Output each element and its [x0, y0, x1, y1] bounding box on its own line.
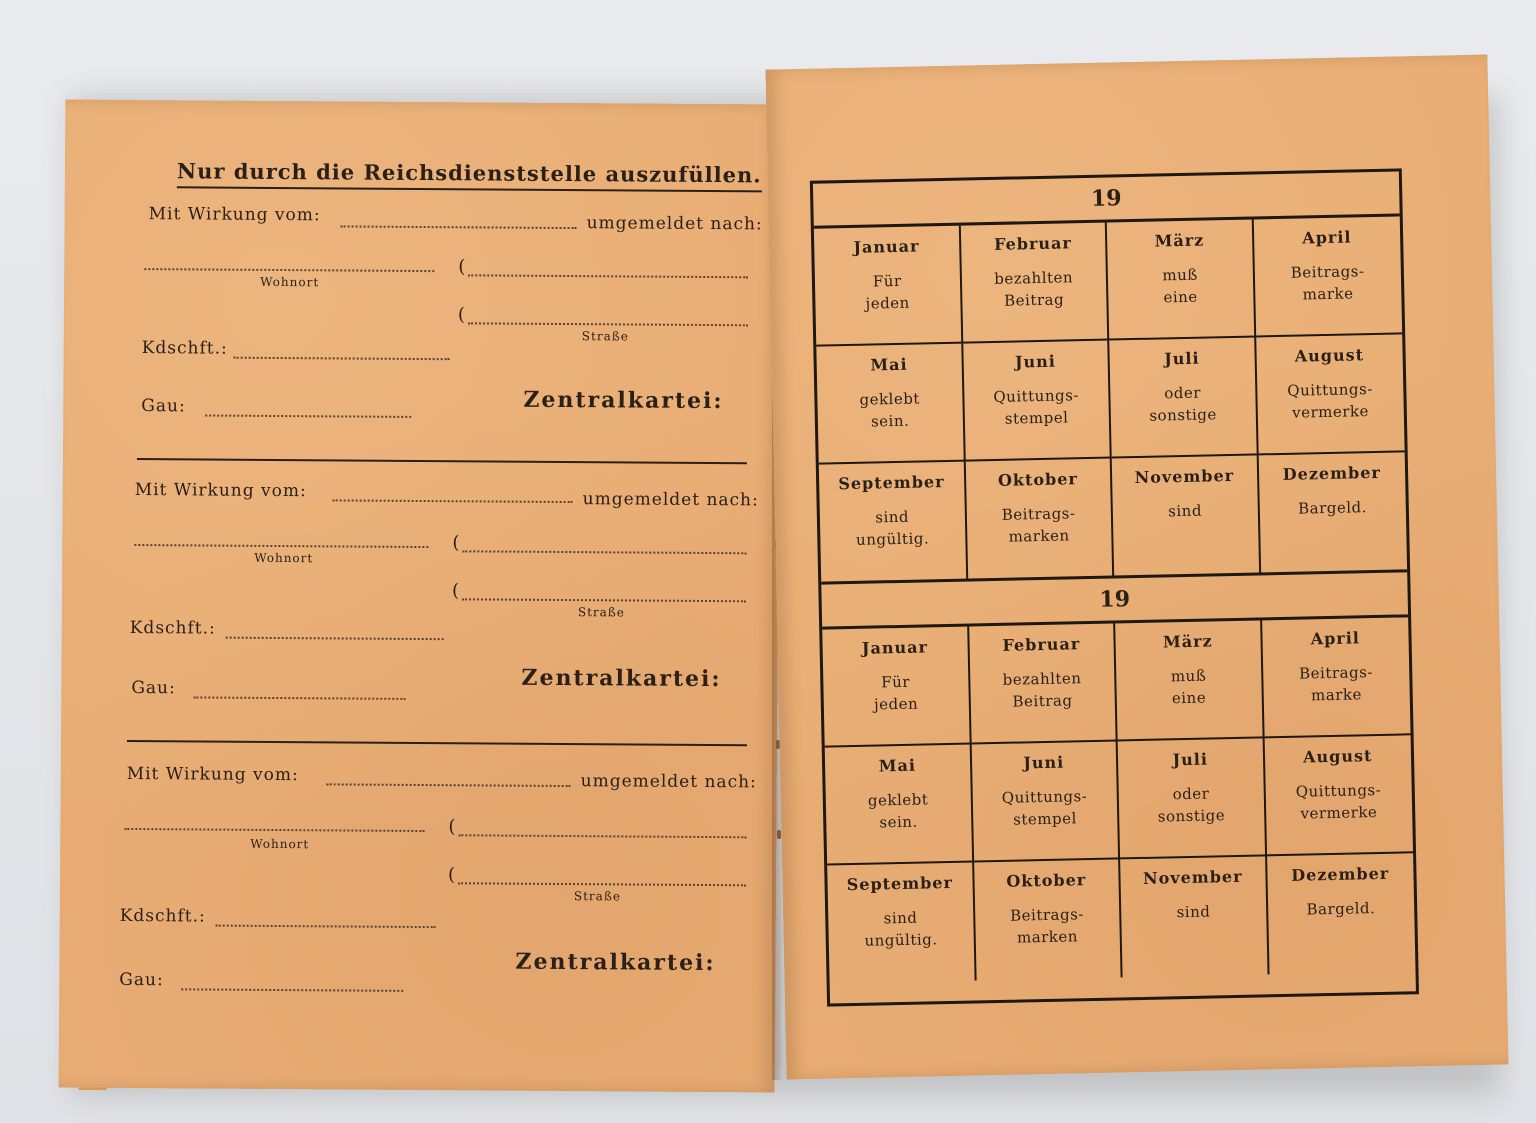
month-cell-november[interactable]: [1112, 455, 1261, 576]
cell-note: sein.: [879, 812, 918, 832]
month-cell-mai[interactable]: [816, 344, 965, 465]
cell-note: Quittungs-: [1295, 780, 1382, 801]
cell-note: vermerke: [1300, 803, 1378, 823]
wohnort-field[interactable]: [134, 544, 428, 548]
month-grid: [814, 216, 1407, 582]
kdschft-field[interactable]: [226, 637, 444, 641]
cell-note: oder: [1164, 383, 1202, 403]
month-name: November: [1134, 465, 1235, 488]
cell-note: sonstige: [1157, 806, 1226, 826]
strasse-label: Straße: [577, 605, 626, 620]
month-cell-januar[interactable]: [822, 627, 971, 748]
month-cell-juni[interactable]: [971, 741, 1120, 862]
month-name: Juni: [1023, 752, 1065, 773]
month-cell-august[interactable]: [1264, 735, 1413, 856]
month-cell-märz[interactable]: [1107, 219, 1256, 340]
month-name: Oktober: [997, 469, 1079, 490]
cell-note: ungültig.: [864, 930, 938, 950]
bracket: (: [451, 580, 460, 602]
cell-note: marken: [1008, 526, 1070, 546]
year-block-1: [813, 171, 1407, 582]
month-cell-april[interactable]: [1262, 617, 1411, 738]
year-block-2: [821, 569, 1415, 983]
umgemeldet-label: umgemeldet nach:: [586, 213, 763, 235]
cell-note: Bargeld.: [1306, 899, 1376, 919]
kdschft-field[interactable]: [216, 925, 436, 929]
month-name: Juni: [1014, 351, 1057, 372]
bracket: (: [447, 864, 456, 886]
cell-note: ungültig.: [855, 529, 930, 549]
cell-note: eine: [1171, 688, 1207, 708]
kdschft-label: Kdschft.:: [129, 617, 216, 639]
mit-wirkung-label: Mit Wirkung vom:: [148, 204, 321, 226]
gau-field[interactable]: [181, 988, 403, 992]
cell-note: sind: [1168, 501, 1203, 521]
cell-note: Beitrags-: [1009, 905, 1085, 925]
date-field[interactable]: [341, 225, 577, 229]
month-name: März: [1162, 631, 1213, 652]
gau-field[interactable]: [193, 696, 405, 699]
month-name: Dezember: [1282, 462, 1382, 484]
cell-note: bezahlten: [994, 268, 1074, 288]
cell-note: marke: [1310, 685, 1363, 705]
month-name: Januar: [853, 236, 920, 257]
cell-note: jeden: [873, 694, 919, 714]
wohnort-label: Wohnort: [260, 274, 320, 290]
cell-note: bezahlten: [1002, 669, 1082, 689]
month-name: Juli: [1172, 749, 1209, 770]
month-cell-juni[interactable]: [963, 341, 1112, 462]
cell-note: Bargeld.: [1297, 498, 1368, 518]
cell-note: Beitrags-: [1290, 262, 1365, 282]
bracket: (: [448, 816, 456, 838]
page-heading: Nur durch die Reichsdienststelle auszufüllen.: [177, 158, 762, 192]
gau-label: Gau:: [141, 396, 186, 417]
kdschft-field[interactable]: [234, 357, 450, 361]
cell-note: Quittungs-: [1287, 380, 1374, 400]
mit-wirkung-label: Mit Wirkung vom:: [126, 763, 299, 786]
cell-note: Für: [881, 672, 911, 692]
bracket: (: [458, 256, 466, 278]
cell-note: Für: [872, 271, 902, 291]
month-name: August: [1302, 746, 1373, 767]
strasse-field[interactable]: [462, 598, 746, 602]
wohnort-field-2[interactable]: [468, 274, 748, 278]
wohnort-field[interactable]: [144, 268, 434, 272]
year-heading: 19: [813, 171, 1400, 228]
cell-note: geklebt: [859, 389, 921, 409]
month-name: Dezember: [1291, 863, 1390, 885]
cell-note: sonstige: [1149, 405, 1217, 425]
month-name: Mai: [878, 755, 917, 776]
cell-note: Quittungs-: [1001, 787, 1088, 807]
month-cell-oktober[interactable]: [974, 859, 1123, 980]
month-grid: [822, 617, 1415, 983]
month-cell-januar[interactable]: [814, 226, 963, 347]
cell-note: marke: [1302, 284, 1354, 304]
gau-label: Gau:: [119, 969, 164, 991]
month-cell-september[interactable]: [827, 862, 976, 983]
wohnort-label: Wohnort: [250, 836, 310, 852]
cell-note: muß: [1162, 265, 1199, 285]
year-heading: 19: [821, 572, 1408, 629]
kdschft-label: Kdschft.:: [141, 338, 228, 359]
zentralkartei-label: Zentralkartei:: [515, 948, 716, 977]
zentralkartei-label: Zentralkartei:: [521, 664, 722, 693]
section-divider: [127, 740, 747, 746]
strasse-label: Straße: [581, 329, 629, 344]
month-cell-mai[interactable]: [825, 745, 974, 866]
umgemeldet-label: umgemeldet nach:: [582, 489, 759, 511]
strasse-field[interactable]: [468, 322, 748, 326]
cell-note: sein.: [870, 411, 910, 431]
month-name: September: [846, 872, 954, 895]
cell-note: vermerke: [1291, 402, 1370, 422]
month-cell-juli[interactable]: [1118, 738, 1267, 859]
gau-label: Gau:: [131, 677, 176, 699]
month-cell-juli[interactable]: [1109, 337, 1258, 458]
month-cell-februar[interactable]: [969, 623, 1118, 744]
bracket: (: [457, 304, 466, 326]
bracket: (: [452, 532, 460, 554]
month-name: April: [1302, 227, 1352, 248]
cell-note: geklebt: [867, 790, 929, 810]
right-page: [766, 55, 1509, 1080]
month-name: Juli: [1164, 348, 1200, 369]
wohnort-field-2[interactable]: [458, 834, 746, 838]
strasse-field[interactable]: [458, 882, 746, 886]
kdschft-label: Kdschft.:: [119, 905, 206, 927]
binding-stitch: [777, 830, 781, 839]
month-name: September: [838, 472, 945, 494]
date-field[interactable]: [333, 499, 573, 503]
strasse-label: Straße: [573, 889, 622, 904]
cell-note: marken: [1016, 927, 1079, 947]
mit-wirkung-label: Mit Wirkung vom:: [134, 480, 307, 502]
zentralkartei-label: Zentralkartei:: [523, 386, 724, 415]
month-name: März: [1154, 230, 1205, 251]
month-name: Mai: [870, 354, 908, 375]
month-name: Januar: [861, 637, 929, 658]
gau-field[interactable]: [205, 414, 411, 417]
wohnort-field[interactable]: [124, 828, 424, 832]
cell-note: Beitrag: [1012, 691, 1073, 711]
month-name: Oktober: [1006, 870, 1087, 891]
cell-note: sind: [1176, 902, 1211, 922]
cell-note: Beitrags-: [1001, 504, 1076, 524]
month-name: Februar: [1002, 634, 1081, 655]
month-name: August: [1294, 345, 1365, 366]
wohnort-field-2[interactable]: [462, 550, 746, 554]
month-name: Februar: [993, 233, 1073, 254]
cell-note: stempel: [1004, 408, 1069, 428]
left-page: [59, 100, 782, 1093]
cell-note: Beitrags-: [1298, 663, 1374, 683]
cell-note: sind: [883, 908, 918, 928]
month-cell-november[interactable]: [1120, 856, 1269, 977]
contribution-table: [810, 168, 1419, 1006]
month-cell-dezember[interactable]: [1258, 452, 1407, 573]
month-name: April: [1310, 628, 1361, 649]
month-cell-april[interactable]: [1253, 216, 1402, 337]
section-divider: [137, 458, 747, 464]
wohnort-label: Wohnort: [254, 550, 314, 566]
month-cell-märz[interactable]: [1115, 620, 1264, 741]
month-cell-september[interactable]: [819, 462, 968, 583]
cell-note: eine: [1163, 287, 1198, 307]
cell-note: oder: [1172, 784, 1210, 804]
month-name: November: [1142, 866, 1243, 888]
cell-note: Quittungs-: [993, 386, 1080, 406]
month-cell-februar[interactable]: [960, 223, 1109, 344]
umgemeldet-label: umgemeldet nach:: [580, 771, 757, 793]
cell-note: stempel: [1013, 809, 1077, 829]
cell-note: jeden: [865, 293, 910, 313]
cell-note: Beitrag: [1003, 290, 1065, 310]
date-field[interactable]: [327, 783, 571, 787]
month-cell-dezember[interactable]: [1267, 853, 1416, 974]
month-cell-oktober[interactable]: [965, 459, 1114, 580]
cell-note: sind: [875, 507, 910, 527]
month-cell-august[interactable]: [1256, 334, 1405, 455]
cell-note: muß: [1170, 666, 1207, 686]
